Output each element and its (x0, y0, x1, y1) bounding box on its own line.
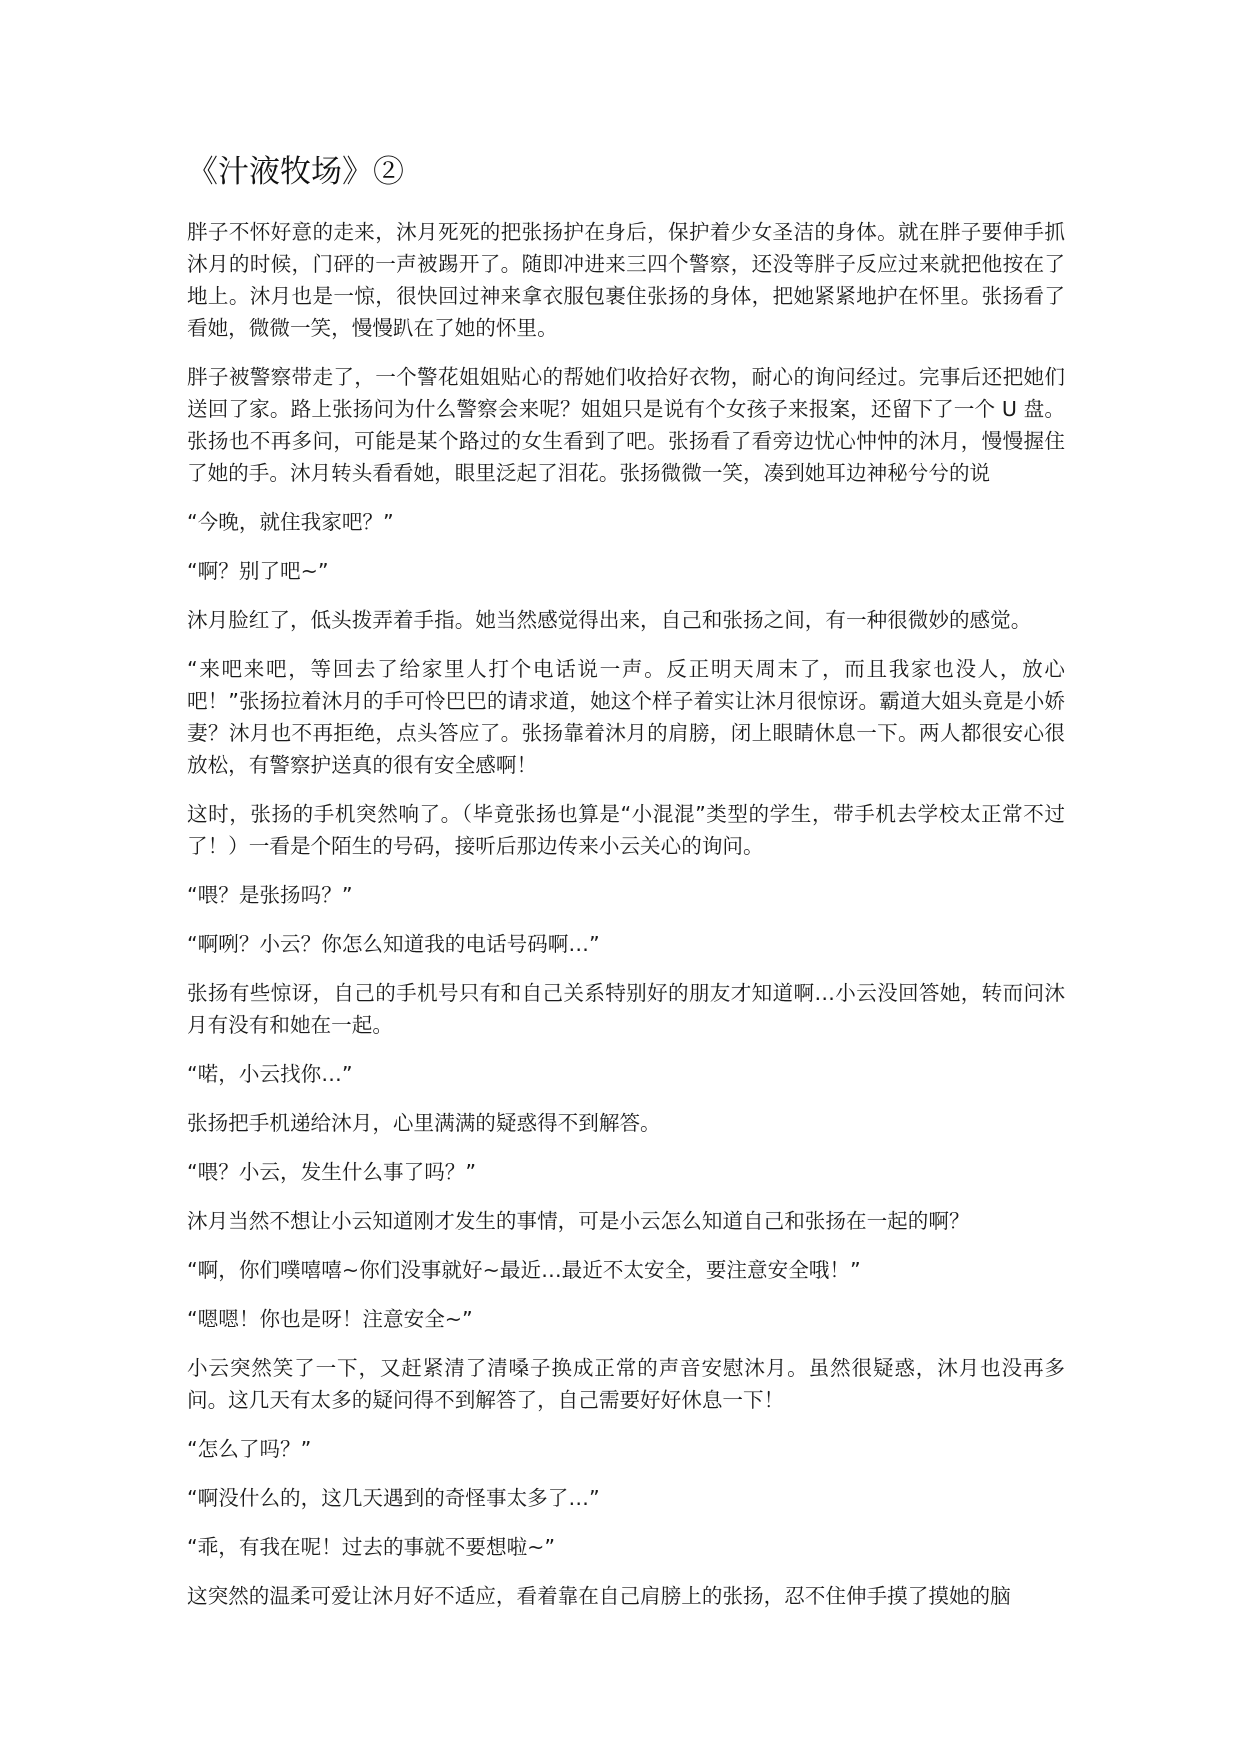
paragraph: 沐月脸红了，低头拨弄着手指。她当然感觉得出来，自己和张扬之间，有一种很微妙的感觉。 (187, 608, 1032, 632)
paragraph: “啊？别了吧~” (187, 559, 329, 583)
paragraph: 这时，张扬的手机突然响了。（毕竟张扬也算是“小混混”类型的学生，带手机去学校太正常不过了！）一看是个陌生的号码，接听后那边传来小云关心的询问。 (187, 802, 1065, 858)
paragraph: 张扬把手机递给沐月，心里满满的疑惑得不到解答。 (187, 1111, 661, 1135)
paragraph: “喂？小云，发生什么事了吗？” (187, 1160, 477, 1184)
document-body (187, 216, 1065, 1612)
paragraph: 这突然的温柔可爱让沐月好不适应，看着靠在自己肩膀上的张扬，忍不住伸手摸了摸她的脑 (187, 1584, 1011, 1608)
paragraph: 胖子被警察带走了，一个警花姐姐贴心的帮她们收拾好衣物，耐心的询问经过。完事后还把她们送回了家。路上张扬问为什么警察会来呢？姐姐只是说有个女孩子来报案，还留下了一个 U 盘。张扬也不再多问，可能是某个路过的女生看到了吧。张扬看了看旁边忧心忡忡的沐月，慢慢握住了她的手。沐月转头看看她，眼里泛起了泪花。张扬微微一笑，凑到她耳边神秘兮兮的说 (187, 365, 1065, 485)
paragraph: 沐月当然不想让小云知道刚才发生的事情，可是小云怎么知道自己和张扬在一起的啊？ (187, 1209, 970, 1233)
paragraph: “怎么了吗？” (187, 1437, 312, 1461)
paragraph: “嗯嗯！你也是呀！注意安全~” (187, 1307, 473, 1331)
document-page (187, 150, 1065, 1629)
paragraph: “啊没什么的，这几天遇到的奇怪事太多了…” (187, 1486, 600, 1510)
paragraph: “来吧来吧，等回去了给家里人打个电话说一声。反正明天周末了，而且我家也没人，放心吧！”张扬拉着沐月的手可怜巴巴的请求道，她这个样子着实让沐月很惊讶。霸道大姐头竟是小娇妻？沐月也不再拒绝，点头答应了。张扬靠着沐月的肩膀，闭上眼睛休息一下。两人都很安心很放松，有警察护送真的很有安全感啊！ (187, 657, 1065, 777)
paragraph: “啊咧？小云？你怎么知道我的电话号码啊…” (187, 932, 600, 956)
paragraph: 张扬有些惊讶，自己的手机号只有和自己关系特别好的朋友才知道啊…小云没回答她，转而问沐月有没有和她在一起。 (187, 981, 1065, 1037)
paragraph: “喏，小云找你…” (187, 1062, 353, 1086)
document-title: 《汁液牧场》② (187, 154, 404, 190)
paragraph: 胖子不怀好意的走来，沐月死死的把张扬护在身后，保护着少女圣洁的身体。就在胖子要伸手抓沐月的时候，门砰的一声被踢开了。随即冲进来三四个警察，还没等胖子反应过来就把他按在了地上。沐月也是一惊，很快回过神来拿衣服包裹住张扬的身体，把她紧紧地护在怀里。张扬看了看她，微微一笑，慢慢趴在了她的怀里。 (187, 220, 1065, 340)
paragraph: “喂？是张扬吗？” (187, 883, 353, 907)
paragraph: “今晚，就住我家吧？” (187, 510, 394, 534)
paragraph: “啊，你们噗嘻嘻~你们没事就好~最近…最近不太安全，要注意安全哦！” (187, 1258, 861, 1282)
paragraph: 小云突然笑了一下，又赶紧清了清嗓子换成正常的声音安慰沐月。虽然很疑惑，沐月也没再多问。这几天有太多的疑问得不到解答了，自己需要好好休息一下！ (187, 1356, 1065, 1412)
paragraph: “乖，有我在呢！过去的事就不要想啦~” (187, 1535, 556, 1559)
